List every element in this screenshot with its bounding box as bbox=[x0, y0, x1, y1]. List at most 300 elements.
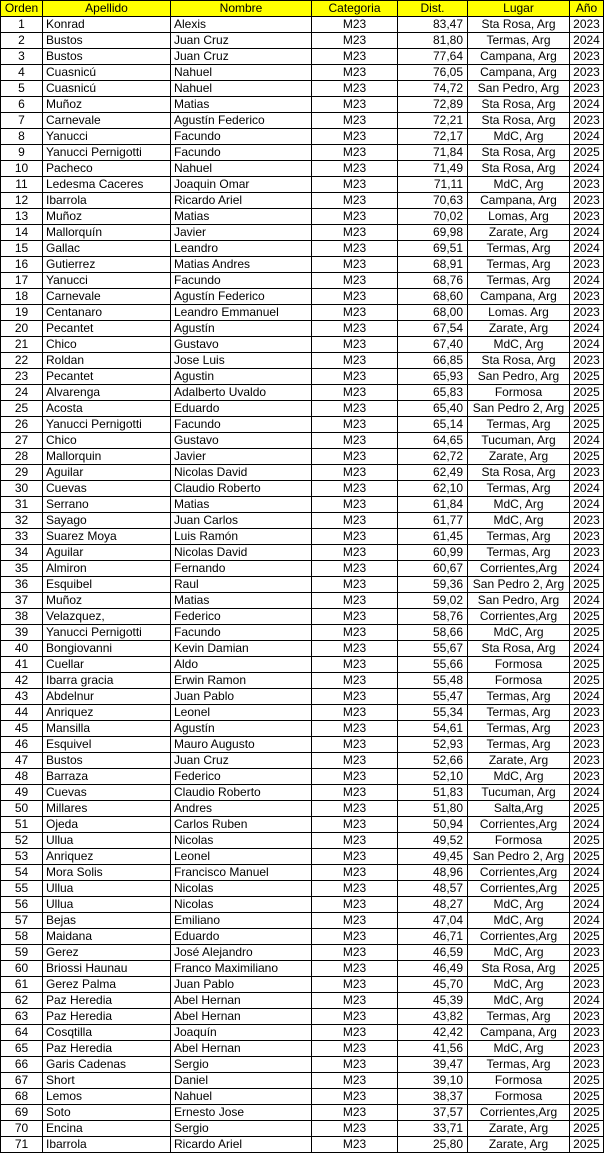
cell-apellido: Paz Heredia bbox=[43, 993, 171, 1009]
table-row bbox=[1, 449, 604, 465]
cell-lugar: Corrientes,Arg bbox=[468, 865, 570, 881]
cell-lugar: MdC, Arg bbox=[468, 497, 570, 513]
cell-categoria: M23 bbox=[312, 609, 398, 625]
cell-lugar: San Pedro, Arg bbox=[468, 81, 570, 97]
table-row bbox=[1, 305, 604, 321]
cell-nombre: Fernando bbox=[171, 561, 312, 577]
cell-nombre: Ricardo Ariel bbox=[171, 193, 312, 209]
cell-categoria: M23 bbox=[312, 65, 398, 81]
cell-apellido: Paz Heredia bbox=[43, 1041, 171, 1057]
cell-categoria: M23 bbox=[312, 1137, 398, 1153]
cell-orden: 55 bbox=[1, 881, 43, 897]
cell-anio: 2024 bbox=[570, 161, 604, 177]
cell-apellido: Ullua bbox=[43, 881, 171, 897]
cell-nombre: Nicolas bbox=[171, 881, 312, 897]
table-row bbox=[1, 529, 604, 545]
table-row bbox=[1, 945, 604, 961]
cell-dist: 59,02 bbox=[398, 593, 468, 609]
cell-nombre: Sergio bbox=[171, 1057, 312, 1073]
cell-orden: 39 bbox=[1, 625, 43, 641]
cell-orden: 46 bbox=[1, 737, 43, 753]
table-row bbox=[1, 817, 604, 833]
cell-categoria: M23 bbox=[312, 161, 398, 177]
cell-orden: 31 bbox=[1, 497, 43, 513]
cell-apellido: Gerez bbox=[43, 945, 171, 961]
cell-anio: 2023 bbox=[570, 305, 604, 321]
cell-nombre: Nahuel bbox=[171, 65, 312, 81]
cell-dist: 48,27 bbox=[398, 897, 468, 913]
cell-nombre: Agustín Federico bbox=[171, 289, 312, 305]
cell-anio: 2024 bbox=[570, 817, 604, 833]
cell-apellido: Alvarenga bbox=[43, 385, 171, 401]
cell-categoria: M23 bbox=[312, 257, 398, 273]
cell-anio: 2023 bbox=[570, 705, 604, 721]
cell-anio: 2025 bbox=[570, 673, 604, 689]
cell-anio: 2025 bbox=[570, 145, 604, 161]
table-row bbox=[1, 737, 604, 753]
cell-dist: 70,63 bbox=[398, 193, 468, 209]
cell-categoria: M23 bbox=[312, 641, 398, 657]
cell-dist: 46,49 bbox=[398, 961, 468, 977]
cell-lugar: Zarate, Arg bbox=[468, 225, 570, 241]
cell-anio: 2024 bbox=[570, 241, 604, 257]
cell-apellido: Paz Heredia bbox=[43, 1009, 171, 1025]
cell-orden: 23 bbox=[1, 369, 43, 385]
cell-categoria: M23 bbox=[312, 177, 398, 193]
cell-categoria: M23 bbox=[312, 945, 398, 961]
cell-nombre: Luis Ramón bbox=[171, 529, 312, 545]
cell-lugar: Sta Rosa, Arg bbox=[468, 17, 570, 33]
cell-anio: 2023 bbox=[570, 977, 604, 993]
cell-dist: 65,14 bbox=[398, 417, 468, 433]
table-row bbox=[1, 977, 604, 993]
cell-dist: 41,56 bbox=[398, 1041, 468, 1057]
cell-anio: 2023 bbox=[570, 193, 604, 209]
cell-categoria: M23 bbox=[312, 337, 398, 353]
cell-orden: 63 bbox=[1, 1009, 43, 1025]
cell-nombre: Abel Hernan bbox=[171, 993, 312, 1009]
cell-categoria: M23 bbox=[312, 753, 398, 769]
cell-lugar: Formosa bbox=[468, 1089, 570, 1105]
table-row bbox=[1, 785, 604, 801]
cell-categoria: M23 bbox=[312, 417, 398, 433]
cell-orden: 43 bbox=[1, 689, 43, 705]
cell-orden: 62 bbox=[1, 993, 43, 1009]
table-row bbox=[1, 641, 604, 657]
cell-categoria: M23 bbox=[312, 225, 398, 241]
cell-apellido: Roldan bbox=[43, 353, 171, 369]
cell-orden: 11 bbox=[1, 177, 43, 193]
table-row bbox=[1, 801, 604, 817]
table-row bbox=[1, 33, 604, 49]
header-lugar: Lugar bbox=[468, 1, 570, 17]
cell-dist: 39,10 bbox=[398, 1073, 468, 1089]
cell-dist: 62,49 bbox=[398, 465, 468, 481]
cell-categoria: M23 bbox=[312, 353, 398, 369]
cell-dist: 61,84 bbox=[398, 497, 468, 513]
cell-categoria: M23 bbox=[312, 369, 398, 385]
cell-categoria: M23 bbox=[312, 273, 398, 289]
cell-lugar: Sta Rosa, Arg bbox=[468, 353, 570, 369]
table-row bbox=[1, 321, 604, 337]
cell-dist: 47,04 bbox=[398, 913, 468, 929]
cell-dist: 55,48 bbox=[398, 673, 468, 689]
cell-orden: 45 bbox=[1, 721, 43, 737]
cell-orden: 59 bbox=[1, 945, 43, 961]
cell-lugar: San Pedro, Arg bbox=[468, 369, 570, 385]
cell-anio: 2025 bbox=[570, 929, 604, 945]
cell-orden: 17 bbox=[1, 273, 43, 289]
cell-categoria: M23 bbox=[312, 145, 398, 161]
cell-categoria: M23 bbox=[312, 289, 398, 305]
cell-categoria: M23 bbox=[312, 81, 398, 97]
cell-nombre: Emiliano bbox=[171, 913, 312, 929]
cell-orden: 18 bbox=[1, 289, 43, 305]
cell-nombre: Andres bbox=[171, 801, 312, 817]
cell-orden: 69 bbox=[1, 1105, 43, 1121]
cell-lugar: San Pedro 2, Arg bbox=[468, 849, 570, 865]
cell-categoria: M23 bbox=[312, 769, 398, 785]
cell-anio: 2023 bbox=[570, 257, 604, 273]
cell-orden: 7 bbox=[1, 113, 43, 129]
cell-nombre: Nicolas David bbox=[171, 545, 312, 561]
cell-apellido: Yanucci bbox=[43, 273, 171, 289]
cell-nombre: Eduardo bbox=[171, 929, 312, 945]
cell-dist: 71,11 bbox=[398, 177, 468, 193]
cell-anio: 2023 bbox=[570, 113, 604, 129]
cell-dist: 43,82 bbox=[398, 1009, 468, 1025]
cell-nombre: Claudio Roberto bbox=[171, 481, 312, 497]
cell-nombre: Matias bbox=[171, 497, 312, 513]
table-body bbox=[1, 17, 604, 1153]
cell-apellido: Centanaro bbox=[43, 305, 171, 321]
cell-apellido: Lemos bbox=[43, 1089, 171, 1105]
table-row bbox=[1, 625, 604, 641]
cell-lugar: Zarate, Arg bbox=[468, 753, 570, 769]
cell-apellido: Serrano bbox=[43, 497, 171, 513]
cell-categoria: M23 bbox=[312, 1073, 398, 1089]
cell-dist: 37,57 bbox=[398, 1105, 468, 1121]
cell-lugar: Sta Rosa, Arg bbox=[468, 641, 570, 657]
cell-nombre: José Alejandro bbox=[171, 945, 312, 961]
cell-dist: 68,00 bbox=[398, 305, 468, 321]
cell-lugar: MdC, Arg bbox=[468, 897, 570, 913]
table-row bbox=[1, 865, 604, 881]
table-row bbox=[1, 417, 604, 433]
table-row bbox=[1, 401, 604, 417]
table-row bbox=[1, 353, 604, 369]
cell-dist: 50,94 bbox=[398, 817, 468, 833]
cell-nombre: Sergio bbox=[171, 1121, 312, 1137]
cell-nombre: Ricardo Ariel bbox=[171, 1137, 312, 1153]
cell-dist: 46,71 bbox=[398, 929, 468, 945]
cell-anio: 2023 bbox=[570, 65, 604, 81]
cell-apellido: Bustos bbox=[43, 33, 171, 49]
cell-dist: 48,96 bbox=[398, 865, 468, 881]
cell-dist: 67,40 bbox=[398, 337, 468, 353]
cell-dist: 68,91 bbox=[398, 257, 468, 273]
cell-dist: 72,21 bbox=[398, 113, 468, 129]
cell-apellido: Gerez Palma bbox=[43, 977, 171, 993]
cell-apellido: Bongiovanni bbox=[43, 641, 171, 657]
cell-dist: 65,40 bbox=[398, 401, 468, 417]
cell-anio: 2024 bbox=[570, 129, 604, 145]
cell-lugar: MdC, Arg bbox=[468, 913, 570, 929]
cell-lugar: Termas, Arg bbox=[468, 689, 570, 705]
cell-anio: 2025 bbox=[570, 401, 604, 417]
cell-apellido: Ullua bbox=[43, 897, 171, 913]
cell-apellido: Soto bbox=[43, 1105, 171, 1121]
cell-orden: 57 bbox=[1, 913, 43, 929]
cell-categoria: M23 bbox=[312, 545, 398, 561]
table-row bbox=[1, 705, 604, 721]
cell-dist: 49,52 bbox=[398, 833, 468, 849]
cell-anio: 2025 bbox=[570, 961, 604, 977]
cell-apellido: Acosta bbox=[43, 401, 171, 417]
cell-orden: 47 bbox=[1, 753, 43, 769]
cell-lugar: Campana, Arg bbox=[468, 289, 570, 305]
cell-lugar: MdC, Arg bbox=[468, 337, 570, 353]
cell-dist: 64,65 bbox=[398, 433, 468, 449]
cell-nombre: Agustín Federico bbox=[171, 113, 312, 129]
table-row bbox=[1, 1105, 604, 1121]
cell-nombre: Leonel bbox=[171, 849, 312, 865]
cell-lugar: Termas, Arg bbox=[468, 705, 570, 721]
table-row bbox=[1, 241, 604, 257]
cell-dist: 52,66 bbox=[398, 753, 468, 769]
cell-categoria: M23 bbox=[312, 833, 398, 849]
table-row bbox=[1, 849, 604, 865]
table-row bbox=[1, 193, 604, 209]
cell-lugar: Tucuman, Arg bbox=[468, 785, 570, 801]
table-row bbox=[1, 769, 604, 785]
cell-orden: 64 bbox=[1, 1025, 43, 1041]
cell-orden: 67 bbox=[1, 1073, 43, 1089]
cell-dist: 71,84 bbox=[398, 145, 468, 161]
cell-nombre: Javier bbox=[171, 449, 312, 465]
cell-anio: 2023 bbox=[570, 1057, 604, 1073]
cell-dist: 55,67 bbox=[398, 641, 468, 657]
cell-categoria: M23 bbox=[312, 33, 398, 49]
cell-anio: 2023 bbox=[570, 49, 604, 65]
cell-orden: 27 bbox=[1, 433, 43, 449]
cell-orden: 13 bbox=[1, 209, 43, 225]
cell-nombre: Facundo bbox=[171, 625, 312, 641]
cell-dist: 60,99 bbox=[398, 545, 468, 561]
cell-categoria: M23 bbox=[312, 673, 398, 689]
cell-apellido: Bustos bbox=[43, 49, 171, 65]
cell-apellido: Maidana bbox=[43, 929, 171, 945]
cell-categoria: M23 bbox=[312, 529, 398, 545]
cell-orden: 8 bbox=[1, 129, 43, 145]
cell-anio: 2023 bbox=[570, 17, 604, 33]
cell-dist: 69,51 bbox=[398, 241, 468, 257]
cell-nombre: Kevin Damian bbox=[171, 641, 312, 657]
cell-anio: 2023 bbox=[570, 513, 604, 529]
cell-lugar: Formosa bbox=[468, 833, 570, 849]
table-row bbox=[1, 465, 604, 481]
cell-apellido: Chico bbox=[43, 433, 171, 449]
cell-anio: 2025 bbox=[570, 801, 604, 817]
cell-lugar: Termas, Arg bbox=[468, 417, 570, 433]
cell-nombre: Agustín bbox=[171, 721, 312, 737]
cell-anio: 2025 bbox=[570, 1073, 604, 1089]
cell-apellido: Barraza bbox=[43, 769, 171, 785]
cell-apellido: Pecantet bbox=[43, 369, 171, 385]
cell-categoria: M23 bbox=[312, 465, 398, 481]
cell-lugar: Campana, Arg bbox=[468, 193, 570, 209]
cell-dist: 52,93 bbox=[398, 737, 468, 753]
cell-lugar: MdC, Arg bbox=[468, 625, 570, 641]
cell-dist: 77,64 bbox=[398, 49, 468, 65]
table-row bbox=[1, 225, 604, 241]
cell-categoria: M23 bbox=[312, 593, 398, 609]
cell-dist: 66,85 bbox=[398, 353, 468, 369]
cell-anio: 2023 bbox=[570, 353, 604, 369]
cell-dist: 45,39 bbox=[398, 993, 468, 1009]
cell-lugar: Sta Rosa, Arg bbox=[468, 145, 570, 161]
cell-lugar: Lomas, Arg bbox=[468, 209, 570, 225]
cell-anio: 2025 bbox=[570, 609, 604, 625]
cell-anio: 2023 bbox=[570, 1025, 604, 1041]
header-row bbox=[1, 1, 604, 17]
cell-nombre: Abel Hernan bbox=[171, 1041, 312, 1057]
cell-nombre: Raul bbox=[171, 577, 312, 593]
cell-orden: 66 bbox=[1, 1057, 43, 1073]
cell-apellido: Gutierrez bbox=[43, 257, 171, 273]
cell-categoria: M23 bbox=[312, 481, 398, 497]
cell-categoria: M23 bbox=[312, 1121, 398, 1137]
cell-nombre: Facundo bbox=[171, 273, 312, 289]
cell-nombre: Jose Luis bbox=[171, 353, 312, 369]
cell-categoria: M23 bbox=[312, 561, 398, 577]
table-row bbox=[1, 593, 604, 609]
cell-anio: 2025 bbox=[570, 1089, 604, 1105]
cell-anio: 2023 bbox=[570, 209, 604, 225]
table-row bbox=[1, 145, 604, 161]
cell-anio: 2024 bbox=[570, 865, 604, 881]
cell-apellido: Muñoz bbox=[43, 97, 171, 113]
cell-anio: 2023 bbox=[570, 737, 604, 753]
cell-lugar: Termas, Arg bbox=[468, 33, 570, 49]
cell-nombre: Matias Andres bbox=[171, 257, 312, 273]
cell-nombre: Facundo bbox=[171, 417, 312, 433]
cell-lugar: Termas, Arg bbox=[468, 721, 570, 737]
cell-apellido: Esquibel bbox=[43, 577, 171, 593]
cell-orden: 65 bbox=[1, 1041, 43, 1057]
cell-nombre: Matias bbox=[171, 97, 312, 113]
cell-nombre: Gustavo bbox=[171, 433, 312, 449]
table-row bbox=[1, 209, 604, 225]
cell-apellido: Abdelnur bbox=[43, 689, 171, 705]
cell-orden: 70 bbox=[1, 1121, 43, 1137]
cell-lugar: Formosa bbox=[468, 657, 570, 673]
cell-dist: 51,83 bbox=[398, 785, 468, 801]
cell-categoria: M23 bbox=[312, 17, 398, 33]
cell-nombre: Aldo bbox=[171, 657, 312, 673]
cell-lugar: Campana, Arg bbox=[468, 1025, 570, 1041]
cell-nombre: Nicolas bbox=[171, 897, 312, 913]
cell-anio: 2024 bbox=[570, 273, 604, 289]
cell-lugar: San Pedro 2, Arg bbox=[468, 577, 570, 593]
table-row bbox=[1, 257, 604, 273]
table-row bbox=[1, 497, 604, 513]
cell-dist: 69,98 bbox=[398, 225, 468, 241]
cell-anio: 2024 bbox=[570, 481, 604, 497]
cell-orden: 44 bbox=[1, 705, 43, 721]
cell-apellido: Bejas bbox=[43, 913, 171, 929]
cell-anio: 2023 bbox=[570, 465, 604, 481]
cell-apellido: Aguilar bbox=[43, 465, 171, 481]
cell-dist: 48,57 bbox=[398, 881, 468, 897]
cell-lugar: Termas, Arg bbox=[468, 1009, 570, 1025]
cell-lugar: Sta Rosa, Arg bbox=[468, 113, 570, 129]
cell-categoria: M23 bbox=[312, 817, 398, 833]
cell-anio: 2023 bbox=[570, 545, 604, 561]
cell-nombre: Agustin bbox=[171, 369, 312, 385]
cell-categoria: M23 bbox=[312, 321, 398, 337]
cell-orden: 38 bbox=[1, 609, 43, 625]
cell-apellido: Esquivel bbox=[43, 737, 171, 753]
cell-orden: 34 bbox=[1, 545, 43, 561]
cell-lugar: Corrientes,Arg bbox=[468, 561, 570, 577]
cell-dist: 59,36 bbox=[398, 577, 468, 593]
cell-lugar: MdC, Arg bbox=[468, 945, 570, 961]
cell-apellido: Garis Cadenas bbox=[43, 1057, 171, 1073]
cell-orden: 20 bbox=[1, 321, 43, 337]
cell-categoria: M23 bbox=[312, 1105, 398, 1121]
cell-categoria: M23 bbox=[312, 449, 398, 465]
cell-orden: 32 bbox=[1, 513, 43, 529]
cell-categoria: M23 bbox=[312, 737, 398, 753]
cell-apellido: Briossi Haunau bbox=[43, 961, 171, 977]
cell-anio: 2025 bbox=[570, 881, 604, 897]
cell-nombre: Mauro Augusto bbox=[171, 737, 312, 753]
cell-nombre: Juan Pablo bbox=[171, 689, 312, 705]
cell-nombre: Claudio Roberto bbox=[171, 785, 312, 801]
cell-orden: 16 bbox=[1, 257, 43, 273]
cell-nombre: Leandro bbox=[171, 241, 312, 257]
table-row bbox=[1, 961, 604, 977]
cell-categoria: M23 bbox=[312, 705, 398, 721]
cell-lugar: Corrientes,Arg bbox=[468, 609, 570, 625]
cell-nombre: Nahuel bbox=[171, 1089, 312, 1105]
cell-dist: 65,93 bbox=[398, 369, 468, 385]
cell-apellido: Konrad bbox=[43, 17, 171, 33]
table-row bbox=[1, 913, 604, 929]
cell-categoria: M23 bbox=[312, 625, 398, 641]
cell-lugar: Formosa bbox=[468, 673, 570, 689]
cell-dist: 25,80 bbox=[398, 1137, 468, 1153]
cell-categoria: M23 bbox=[312, 1009, 398, 1025]
table-row bbox=[1, 1121, 604, 1137]
cell-lugar: Termas, Arg bbox=[468, 481, 570, 497]
cell-anio: 2025 bbox=[570, 577, 604, 593]
cell-orden: 3 bbox=[1, 49, 43, 65]
cell-categoria: M23 bbox=[312, 193, 398, 209]
cell-nombre: Franco Maximiliano bbox=[171, 961, 312, 977]
cell-orden: 4 bbox=[1, 65, 43, 81]
cell-categoria: M23 bbox=[312, 1057, 398, 1073]
cell-anio: 2025 bbox=[570, 1137, 604, 1153]
cell-categoria: M23 bbox=[312, 433, 398, 449]
cell-categoria: M23 bbox=[312, 881, 398, 897]
cell-anio: 2025 bbox=[570, 417, 604, 433]
cell-dist: 70,02 bbox=[398, 209, 468, 225]
cell-anio: 2023 bbox=[570, 529, 604, 545]
cell-nombre: Javier bbox=[171, 225, 312, 241]
cell-dist: 55,34 bbox=[398, 705, 468, 721]
